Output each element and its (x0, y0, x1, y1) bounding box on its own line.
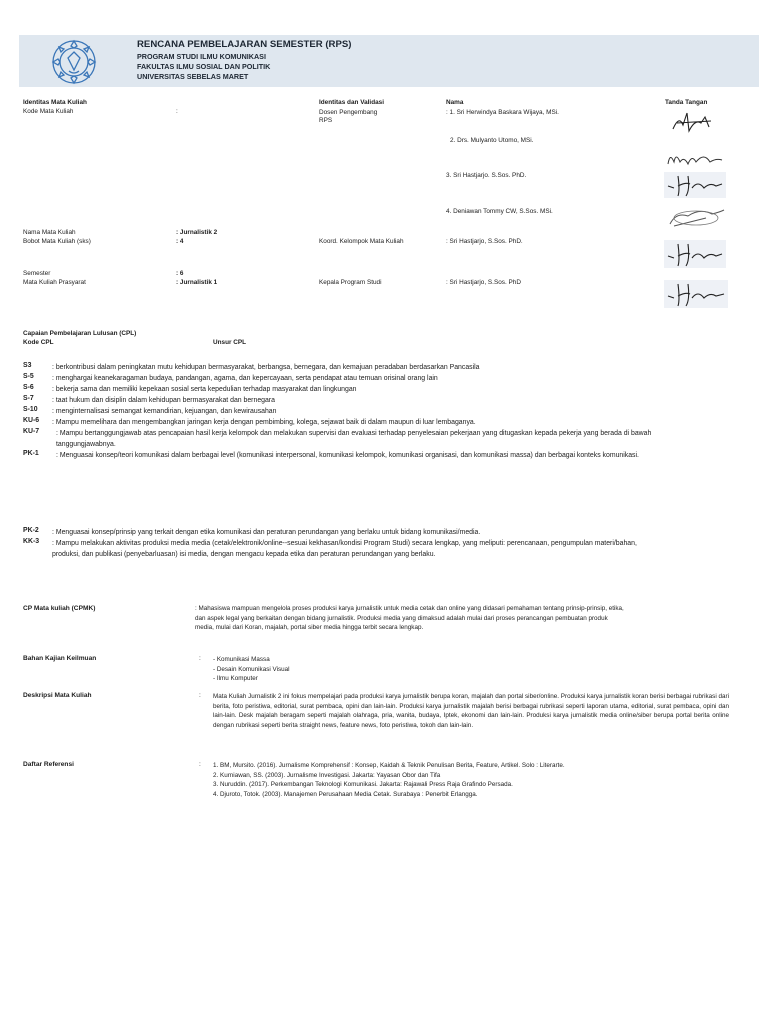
cpl-text: : Mampu memelihara dan mengembangkan jaringan kerja dengan pembimbing, kolega, sejawat baik di dalam maupun di luar lembaganya. (52, 419, 476, 426)
cpl-col-kode: Kode CPL (23, 339, 54, 346)
identity-heading: Identitas Mata Kuliah (23, 99, 87, 106)
dosen-4: 4. Deniawan Tommy CW, S.Sos. MSi. (446, 208, 553, 215)
dosen-label: Dosen Pengembang (319, 109, 378, 116)
nama-mk-label: Nama Mata Kuliah (23, 229, 76, 236)
signature-3-icon (664, 170, 726, 200)
cpl-code: PK-1 (23, 450, 39, 457)
referensi-label: Daftar Referensi (23, 761, 74, 768)
signature-2-icon (664, 148, 728, 172)
referensi-colon: : (199, 761, 201, 768)
signature-1-icon (667, 109, 717, 137)
deskripsi-label: Deskripsi Mata Kuliah (23, 692, 92, 699)
koord-value: : Sri Hastjarjo, S.Sos. PhD. (446, 238, 523, 245)
bahan-colon: : (199, 655, 201, 662)
cpl-col-unsur: Unsur CPL (213, 339, 247, 346)
cpl-text: : bekerja sama dan memiliki kepekaan sosial serta kepedulian terhadap masyarakat dan lingkungan (52, 386, 357, 393)
cpl-code: S-6 (23, 384, 34, 391)
cpmk-text: : Mahasiswa mampuan mengelola proses produksi karya jurnalistik untuk media cetak dan online yang didasari pemahaman tentang prinsip-prinsip, etika, dan aspek legal yang berkaitan dengan bidang jurnalistik. Produksi media yang dimaksud adalah mulai dari proses perancangan pembuatan produk media, mulai dari Koran, majalah, portal siber media hingga terbit secara lengkap. (195, 605, 624, 631)
deskripsi-colon: : (199, 692, 201, 699)
validation-heading: Identitas dan Validasi (319, 99, 384, 106)
dosen-2: 2. Drs. Mulyanto Utomo, MSi. (450, 137, 534, 144)
cpl-code: KU-6 (23, 417, 40, 424)
cpl-text: : Mampu melakukan aktivitas produksi media media (cetak/elektronik/online--sesuai kekhasan/kondisi Program Studi) secara lengkap, yang meliputi: perencanaan, pengumpulan materi/bahan, produksi, dan publikasi (penyebarluasan) isi media, dengan mengacu kepada etika dan peraturan perundangan yang berlaku. (52, 540, 637, 558)
cpl-code: S-7 (23, 395, 34, 402)
signature-4-icon (666, 204, 728, 230)
cpl-code: KK-3 (23, 538, 40, 545)
bahan-item: - Ilmu Komputer (213, 675, 258, 682)
cpl-text: : Menguasai konsep/teori komunikasi dalam berbagai level (komunikasi interpersonal, komunikasi kelompok, komunikasi organisasi, dan komunikasi massa) dan berbagai konteks komunikasi. (56, 452, 639, 459)
cpl-code: S3 (23, 362, 32, 369)
dosen-1: : 1. Sri Herwindya Baskara Wijaya, MSi. (446, 109, 559, 116)
nama-heading: Nama (446, 99, 464, 106)
cpmk-label: CP Mata kuliah (CPMK) (23, 605, 96, 612)
referensi-item: 4. Djuroto, Totok. (2003). Manajemen Perusahaan Media Cetak. Surabaya : Penerbit Erlangga. (213, 790, 478, 798)
signature-kaprodi-icon (664, 278, 728, 310)
cpl-code: S-10 (23, 406, 38, 413)
university-logo-icon (49, 37, 99, 87)
semester-label: Semester (23, 270, 51, 277)
cpl-text: : berkontribusi dalam peningkatan mutu kehidupan bermasyarakat, berbangsa, bernegara, dan kemajuan peradaban berdasarkan Pancasila (52, 364, 480, 371)
semester-value: : 6 (176, 270, 184, 277)
header-band (19, 35, 759, 87)
kaprodi-value: : Sri Hastjarjo, S.Sos. PhD (446, 279, 521, 286)
referensi-item: 2. Kurniawan, SS. (2003). Jurnalisme Investigasi. Jakarta: Yayasan Obor dan Tifa (213, 771, 441, 779)
cpl-code: S-5 (23, 373, 34, 380)
cpl-text: : Menguasai konsep/prinsip yang terkait dengan etika komunikasi dan peraturan perundangan yang berlaku untuk bidang komunikasi/media. (52, 529, 481, 536)
signature-heading: Tanda Tangan (665, 99, 708, 106)
deskripsi-text: Mata Kuliah Jurnalistik 2 ini fokus mempelajari pada produksi karya jurnalistik berupa koran, majalah dan portal siber/online. Produksi karya jurnalistik koran berisi berbagai rubrikasi dari berita, foto peristiwa, editorial, surat pembaca, opini dan lain-lain. Produksi karya jurnalistik majalah berisi berbagai rubrikasi seperti laporan utama, editorial, surat pembaca, opini dan lain-lain. Desk majalah beragam seperti majalah olahraga, pria, wanita, budaya, Iptek, ekonomi dan lain-lain. Produksi karya jurnalistik media online/siber berupa portal berita online dengan rubrikasi seperti berita straight news, feature news, foto peristiwa, tokoh dan lain-lain. (213, 693, 729, 729)
cpl-code: KU-7 (23, 428, 40, 435)
kode-value: : (176, 108, 178, 115)
referensi-item: 1. BM, Mursito. (2016). Jurnalisme Komprehensif : Konsep, Kaidah & Teknik Penulisan Berita, Feature, Artikel. Solo : Literarte. (213, 762, 565, 769)
nama-mk-value: : Jurnalistik 2 (176, 229, 218, 236)
bobot-label: Bobot Mata Kuliah (sks) (23, 238, 91, 245)
cpl-text: : menginternalisasi semangat kemandirian, kejuangan, dan kewirausahan (52, 408, 277, 415)
dosen-label-rps: RPS (319, 117, 333, 124)
kode-label: Kode Mata Kuliah (23, 108, 74, 115)
cpl-text: : Mampu bertanggungjawab atas pencapaian hasil kerja kelompok dan melakukan supervisi dan evaluasi terhadap penyelesaian pekerjaan yang ditugaskan kepada pekerja yang berada di bawah tanggungjawabnya. (56, 430, 652, 448)
kaprodi-label: Kepala Program Studi (319, 279, 382, 286)
referensi-item: 3. Nuruddin. (2017). Perkembangan Teknologi Komunikasi. Jakarta: Rajawali Press Raja Grafindo Persada. (213, 781, 513, 788)
bahan-label: Bahan Kajian Keilmuan (23, 655, 97, 662)
cpl-code: PK-2 (23, 527, 39, 534)
university-name: UNIVERSITAS SEBELAS MARET (137, 72, 249, 81)
prasyarat-value: : Jurnalistik 1 (176, 279, 218, 286)
koord-label: Koord. Kelompok Mata Kuliah (319, 238, 404, 245)
bahan-item: - Komunikasi Massa (213, 656, 270, 663)
page-title: RENCANA PEMBELAJARAN SEMESTER (RPS) (137, 39, 352, 50)
cpl-text: : menghargai keanekaragaman budaya, pandangan, agama, dan kepercayaan, serta pendapat atau temuan orisinal orang lain (52, 375, 438, 382)
cpl-heading: Capaian Pembelajaran Lulusan (CPL) (23, 330, 137, 337)
program-name: PROGRAM STUDI ILMU KOMUNIKASI (137, 52, 266, 61)
dosen-3: 3. Sri Hastjarjo. S.Sos. PhD. (446, 172, 527, 179)
signature-koord-icon (664, 238, 726, 270)
faculty-name: FAKULTAS ILMU SOSIAL DAN POLITIK (137, 62, 271, 71)
cpl-text: : taat hukum dan disiplin dalam kehidupan bermasyarakat dan bernegara (52, 397, 275, 404)
bahan-item: - Desain Komunikasi Visual (213, 665, 290, 673)
prasyarat-label: Mata Kuliah Prasyarat (23, 279, 86, 286)
bobot-value: : 4 (176, 238, 184, 245)
